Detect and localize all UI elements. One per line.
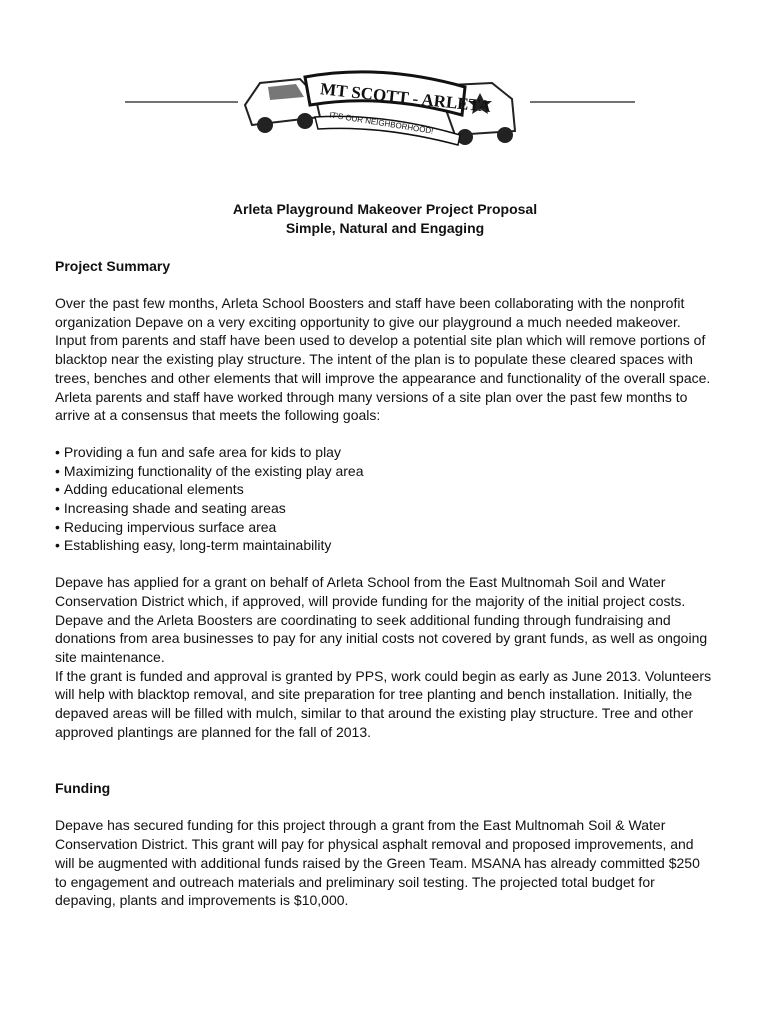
summary-intro-paragraph: Over the past few months, Arleta School Boosters and staff have been collaborating with the nonprofit organization Depave on a very exciting opportunity to give our playground a much needed makeover. Input from parents and staff have been used to develop a potential site plan which will remove portions of blacktop near the existing play structure. The intent of the plan is to populate these cleared spaces with trees, benches and other elements that will improve the appearance and functionality of the overall space. Arleta parents and staff have worked through many versions of a site plan over the past few months to arrive at a consensus that meets the following goals: — [55, 295, 711, 424]
document-subtitle: Simple, Natural and Engaging — [285, 220, 485, 236]
list-item: • Establishing easy, long-term maintainability — [55, 537, 332, 554]
funding-paragraph: Depave has secured funding for this project through a grant from the East Multnomah Soil & Water Conservation District. This grant will pay for physical asphalt removal and proposed improvements, and will be augmented with additional funds raised by the Green Team. MSANA has already committed $250 to engagement and outreach materials and preliminary soil testing. The projected total budget for depaving, plants and improvements is $10,000. — [55, 817, 700, 909]
list-item: • Adding educational elements — [55, 481, 244, 498]
grant-paragraph: Depave has applied for a grant on behalf of Arleta School from the East Multnomah Soil and Water Conservation District which, if approved, will provide funding for the majority of the initial project costs. Depave and the Arleta Boosters are coordinating to seek additional funding through fundraising and donations from area businesses to pay for any initial costs not covered by grant funds, as well as ongoing site maintenance. — [55, 574, 708, 665]
proposal-document — [55, 200, 715, 910]
logo-banner-text: MT SCOTT - ARLETA — [319, 79, 492, 117]
list-item: • Providing a fun and safe area for kids to play — [55, 443, 341, 460]
document-title: Arleta Playground Makeover Project Proposal — [232, 201, 538, 217]
list-item: • Maximizing functionality of the existing play area — [55, 462, 364, 479]
logo-tagline: IT'S OUR NEIGHBORHOOD! — [328, 110, 434, 136]
title-block — [55, 200, 715, 238]
list-item: • Increasing shade and seating areas — [55, 500, 286, 517]
goals-list — [55, 443, 715, 555]
project-summary-heading: Project Summary — [55, 258, 171, 274]
list-item: • Reducing impervious surface area — [55, 518, 277, 535]
timeline-paragraph: If the grant is funded and approval is granted by PPS, work could begin as early as June 2013. Volunteers will help with blacktop removal, and site preparation for tree planting and bench installation. Initially, the depaved areas will be filled with mulch, similar to that around the existing play structure. Tree and other approved plantings are planned for the fall of 2013. — [55, 667, 712, 740]
neighborhood-logo — [120, 55, 640, 150]
funding-heading: Funding — [55, 780, 111, 797]
